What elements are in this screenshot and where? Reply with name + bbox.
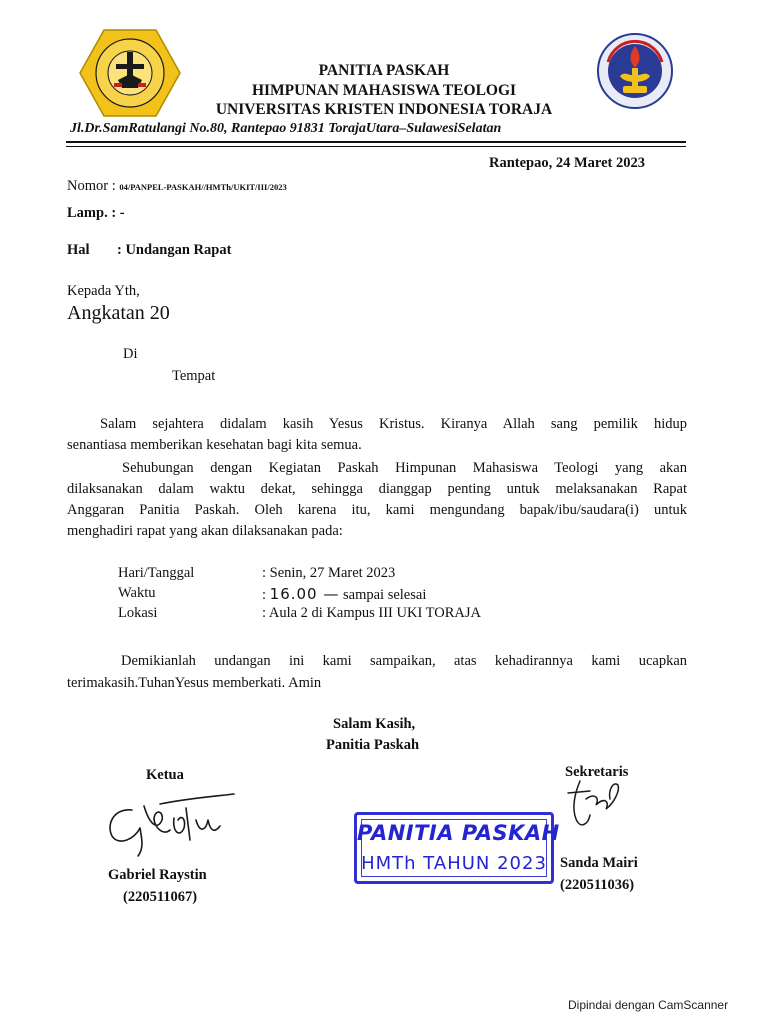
- letter-number-value: 04/PANPEL-PASKAH//HMTh/UKIT/III/2023: [119, 182, 287, 192]
- stamp-line1: PANITIA PASKAH: [357, 821, 560, 845]
- body-p3-line2: terimakasih.TuhanYesus memberkati. Amin: [67, 675, 322, 691]
- detail-location-label: Lokasi: [118, 605, 158, 621]
- header-committee: PANITIA PASKAH: [318, 62, 450, 79]
- signature-left-id: (220511067): [123, 889, 198, 905]
- addressee-place: Tempat: [172, 368, 216, 384]
- signature-left-role: Ketua: [146, 767, 184, 783]
- body-p2-line2: dilaksanakan dalam waktu dekat, sehingga dianggap penting untuk melaksanakan Rapat: [67, 481, 687, 497]
- addressee-recipient: Angkatan 20: [67, 302, 170, 324]
- signature-right-role: Sekretaris: [565, 764, 629, 780]
- stamp-line2: HMTh TAHUN 2023: [361, 853, 547, 874]
- header-association: HIMPUNAN MAHASISWA TEOLOGI: [251, 82, 517, 99]
- scanner-watermark: Dipindai dengan CamScanner: [568, 998, 729, 1012]
- closing-salam: Salam Kasih,: [333, 716, 416, 732]
- signature-right-scribble: [560, 775, 630, 835]
- body-p2-line3: Anggaran Panitia Paskah. Oleh karena itu, kami mengundang bapak/ibu/saudara(i) untuk: [67, 502, 687, 518]
- detail-location-value: : Aula 2 di Kampus III UKI TORAJA: [262, 605, 481, 621]
- body-p1-line1: Salam sejahtera didalam kasih Yesus Kristus. Kiranya Allah sang pemilik hidup: [100, 416, 687, 432]
- letter-subject-label: Hal: [67, 242, 90, 258]
- detail-time-label: Waktu: [118, 585, 156, 601]
- signature-left-scribble: [100, 790, 240, 865]
- detail-time-handwritten: 16.00 —: [269, 585, 340, 603]
- letter-number: [67, 178, 287, 195]
- header-rule-thick: [66, 141, 686, 143]
- signature-right-id: (220511036): [560, 877, 635, 893]
- letter-attachment: Lamp. : -: [67, 205, 125, 221]
- detail-time-suffix: sampai selesai: [339, 587, 427, 603]
- header-rule-thin: [66, 146, 686, 147]
- addressee-di: Di: [123, 346, 138, 362]
- body-p3-line1: Demikianlah undangan ini kami sampaikan, atas kehadirannya kami ucapkan: [121, 653, 687, 669]
- body-p1-line2: senantiasa memberikan kesehatan bagi kita semua.: [67, 437, 362, 453]
- signature-right-name: Sanda Mairi: [560, 855, 638, 871]
- body-p2-line1: Sehubungan dengan Kegiatan Paskah Himpunan Mahasiswa Teologi yang akan: [122, 460, 687, 476]
- letter-date: Rantepao, 24 Maret 2023: [489, 155, 645, 171]
- signature-left-name: Gabriel Raystin: [108, 867, 207, 883]
- detail-date-value: : Senin, 27 Maret 2023: [262, 565, 396, 581]
- letter-number-label: Nomor :: [67, 178, 120, 194]
- header-address: Jl.Dr.SamRatulangi No.80, Rantepao 91831 TorajaUtara–SulawesiSelatan: [70, 121, 502, 136]
- committee-stamp: [354, 812, 560, 884]
- detail-time-value: [262, 585, 426, 604]
- detail-time-prefix: :: [262, 587, 270, 603]
- closing-committee: Panitia Paskah: [326, 737, 420, 753]
- detail-date-label: Hari/Tanggal: [118, 565, 195, 581]
- body-p2-line4: menghadiri rapat yang akan dilaksanakan pada:: [67, 523, 343, 539]
- letter-subject-value: : Undangan Rapat: [117, 242, 232, 258]
- addressee-salutation: Kepada Yth,: [67, 283, 140, 299]
- header-university: UNIVERSITAS KRISTEN INDONESIA TORAJA: [215, 101, 553, 118]
